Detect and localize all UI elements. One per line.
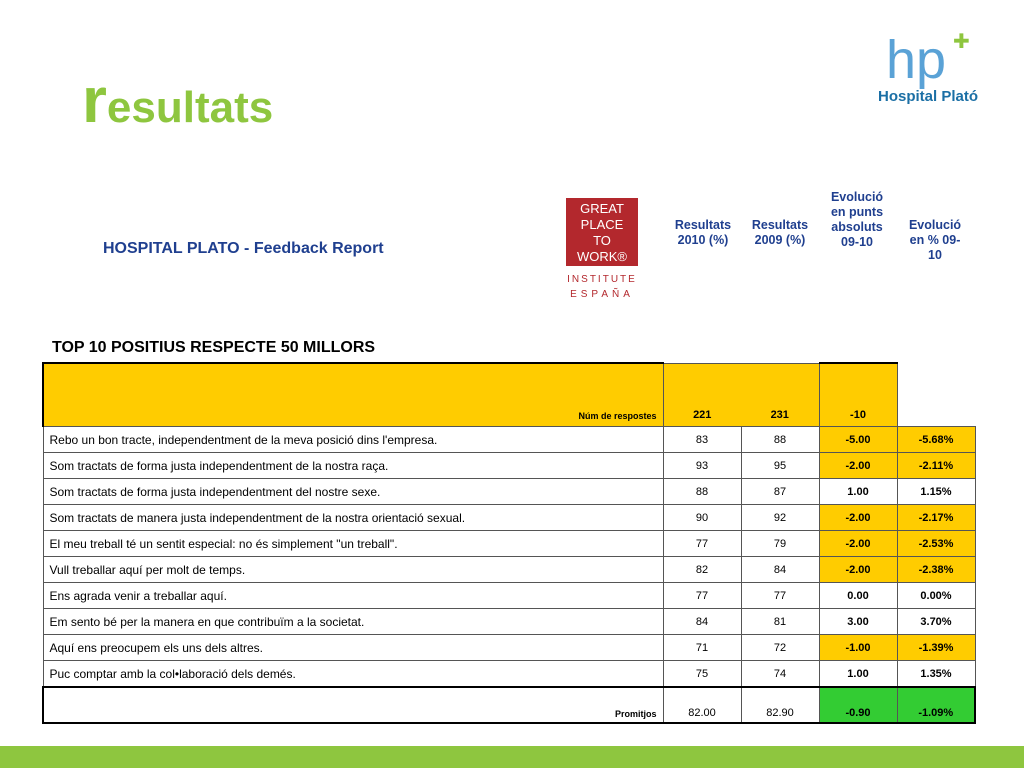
- table-row: [43, 531, 975, 557]
- value-2010: 82: [663, 557, 741, 583]
- question-text: Som tractats de forma justa independentment de la nostra raça.: [43, 453, 663, 479]
- col-header-abs-evolution: Evolució en punts absoluts 09-10: [830, 190, 884, 249]
- value-2009: 77: [741, 583, 819, 609]
- pct-evolution: 3.70%: [897, 609, 975, 635]
- section-title: TOP 10 POSITIUS RESPECTE 50 MILLORS: [52, 339, 376, 356]
- abs-evolution: -1.00: [819, 635, 897, 661]
- question-text: El meu treball té un sentit especial: no és simplement "un treball".: [43, 531, 663, 557]
- table-row: [43, 479, 975, 505]
- cross-icon: ✚: [953, 31, 970, 53]
- abs-evolution: -2.00: [819, 505, 897, 531]
- results-table: [42, 362, 976, 724]
- table-row: [43, 635, 975, 661]
- page-title-initial: r: [82, 64, 107, 136]
- abs-evolution: 1.00: [819, 661, 897, 688]
- question-text: Vull treballar aquí per molt de temps.: [43, 557, 663, 583]
- table-row: [43, 427, 975, 453]
- great-place-to-work-logo: [566, 198, 638, 300]
- question-text: Rebo un bon tracte, independentment de la meva posició dins l'empresa.: [43, 427, 663, 453]
- empty-cell: [897, 363, 975, 427]
- value-2009: 79: [741, 531, 819, 557]
- abs-evolution: 3.00: [819, 609, 897, 635]
- responses-label: Núm de respostes: [43, 363, 663, 427]
- pct-evolution: -2.53%: [897, 531, 975, 557]
- average-2010: 82.00: [663, 687, 741, 723]
- report-title: HOSPITAL PLATO - Feedback Report: [103, 240, 384, 257]
- hp-logo-mark: hp: [886, 30, 947, 90]
- table-row: [43, 557, 975, 583]
- table-row: [43, 453, 975, 479]
- question-text: Aquí ens preocupem els uns dels altres.: [43, 635, 663, 661]
- pct-evolution: -2.11%: [897, 453, 975, 479]
- gptw-line-2: PLACE: [580, 217, 624, 232]
- value-2010: 93: [663, 453, 741, 479]
- responses-row: [43, 363, 975, 427]
- question-text: Em sento bé per la manera en que contribuïm a la societat.: [43, 609, 663, 635]
- average-2009: 82.90: [741, 687, 819, 723]
- value-2009: 92: [741, 505, 819, 531]
- col-header-pct-evolution: Evolució en % 09-10: [908, 218, 962, 262]
- gptw-espana: ESPAÑA: [570, 289, 634, 300]
- value-2009: 88: [741, 427, 819, 453]
- average-pct-evolution: -1.09%: [897, 687, 975, 723]
- table-row: [43, 661, 975, 688]
- value-2009: 74: [741, 661, 819, 688]
- value-2010: 77: [663, 583, 741, 609]
- responses-2009: 231: [741, 363, 819, 427]
- pct-evolution: -2.17%: [897, 505, 975, 531]
- table-row: [43, 505, 975, 531]
- gptw-line-3: TO: [593, 233, 611, 248]
- pct-evolution: 1.15%: [897, 479, 975, 505]
- value-2009: 81: [741, 609, 819, 635]
- averages-label: Promitjos: [43, 687, 663, 723]
- question-text: Puc comptar amb la col•laboració dels demés.: [43, 661, 663, 688]
- averages-row: [43, 687, 975, 723]
- col-header-2010: Resultats 2010 (%): [674, 218, 732, 247]
- pct-evolution: 0.00%: [897, 583, 975, 609]
- average-abs-evolution: -0.90: [819, 687, 897, 723]
- value-2010: 83: [663, 427, 741, 453]
- abs-evolution: -2.00: [819, 531, 897, 557]
- pct-evolution: -5.68%: [897, 427, 975, 453]
- responses-diff: -10: [819, 363, 897, 427]
- abs-evolution: 0.00: [819, 583, 897, 609]
- abs-evolution: -2.00: [819, 557, 897, 583]
- question-text: Som tractats de manera justa independentment de la nostra orientació sexual.: [43, 505, 663, 531]
- gptw-institute: INSTITUTE: [567, 274, 637, 285]
- abs-evolution: -5.00: [819, 427, 897, 453]
- value-2010: 75: [663, 661, 741, 688]
- responses-2010: 221: [663, 363, 741, 427]
- value-2010: 90: [663, 505, 741, 531]
- value-2009: 87: [741, 479, 819, 505]
- footer-bar: [0, 746, 1024, 768]
- value-2009: 95: [741, 453, 819, 479]
- page-title-rest: esultats: [106, 83, 274, 132]
- col-header-2009: Resultats 2009 (%): [751, 218, 809, 247]
- value-2010: 84: [663, 609, 741, 635]
- value-2009: 84: [741, 557, 819, 583]
- value-2010: 77: [663, 531, 741, 557]
- question-text: Ens agrada venir a treballar aquí.: [43, 583, 663, 609]
- value-2010: 71: [663, 635, 741, 661]
- gptw-line-4: WORK®: [576, 249, 628, 264]
- hospital-plato-logo-text: Hospital Plató: [878, 88, 979, 105]
- abs-evolution: 1.00: [819, 479, 897, 505]
- gptw-line-1: GREAT: [580, 201, 624, 216]
- value-2009: 72: [741, 635, 819, 661]
- question-text: Som tractats de forma justa independentment del nostre sexe.: [43, 479, 663, 505]
- table-row: [43, 583, 975, 609]
- pct-evolution: -1.39%: [897, 635, 975, 661]
- value-2010: 88: [663, 479, 741, 505]
- pct-evolution: 1.35%: [897, 661, 975, 688]
- page-title: [82, 64, 274, 136]
- abs-evolution: -2.00: [819, 453, 897, 479]
- pct-evolution: -2.38%: [897, 557, 975, 583]
- table-row: [43, 609, 975, 635]
